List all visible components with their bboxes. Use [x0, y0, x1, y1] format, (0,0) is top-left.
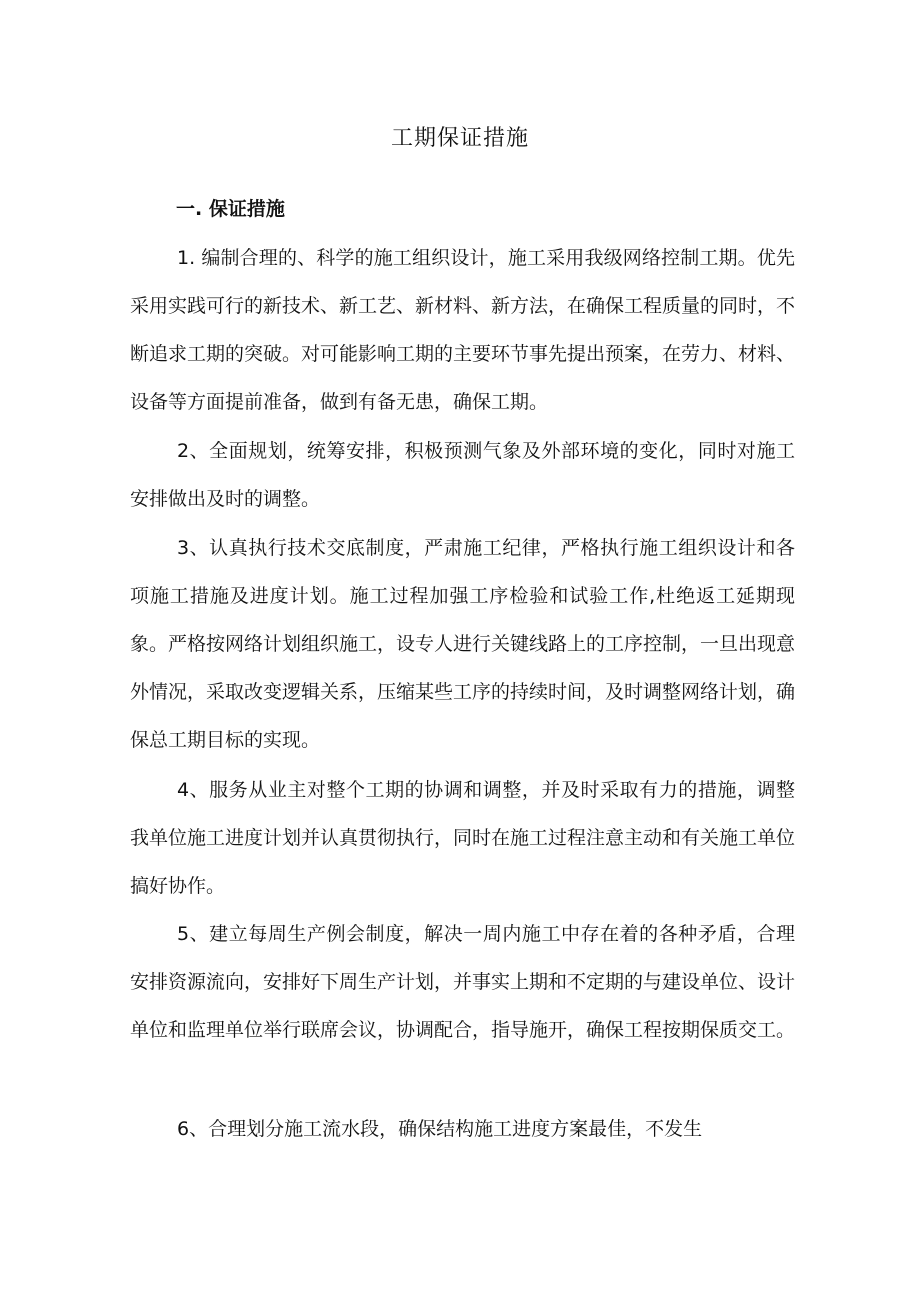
section-heading: 一. 保证措施 — [176, 198, 285, 220]
paragraph-2: 2、全面规划，统筹安排，积极预测气象及外部环境的变化，同时对施工安排做出及时的调整。 — [130, 440, 795, 510]
paragraph-3: 3、认真执行技术交底制度，严肃施工纪律，严格执行施工组织设计和各项施工措施及进度计划。施工过程加强工序检验和试验工作,杜绝返工延期现象。严格按网络计划组织施工，设专人进行关键线路上的工序控制，一旦出现意外情况，采取改变逻辑关系，压缩某些工序的持续时间，及时调整网络计划，确保总工期目标的实现。 — [130, 537, 796, 751]
page-title: 工期保证措施 — [390, 126, 529, 151]
paragraph-6: 6、合理划分施工流水段，确保结构施工进度方案最佳，不发生 — [177, 1118, 703, 1140]
paragraph-1: 1. 编制合理的、科学的施工组织设计，施工采用我级网络控制工期。优先采用实践可行的新技术、新工艺、新材料、新方法，在确保工程质量的同时，不断追求工期的突破。对可能影响工期的主要环节事先提出预案，在劳力、材料、设备等方面提前准备，做到有备无患，确保工期。 — [130, 247, 796, 413]
paragraph-5: 5、建立每周生产例会制度，解决一周内施工中存在着的各种矛盾，合理安排资源流向，安排好下周生产计划，并事实上期和不定期的与建设单位、设计单位和监理单位举行联席会议，协调配合，指导施开，确保工程按期保质交工。 — [130, 923, 796, 1041]
paragraph-4: 4、服务从业主对整个工期的协调和调整，并及时采取有力的措施，调整我单位施工进度计划并认真贯彻执行，同时在施工过程注意主动和有关施工单位搞好协作。 — [130, 779, 796, 897]
